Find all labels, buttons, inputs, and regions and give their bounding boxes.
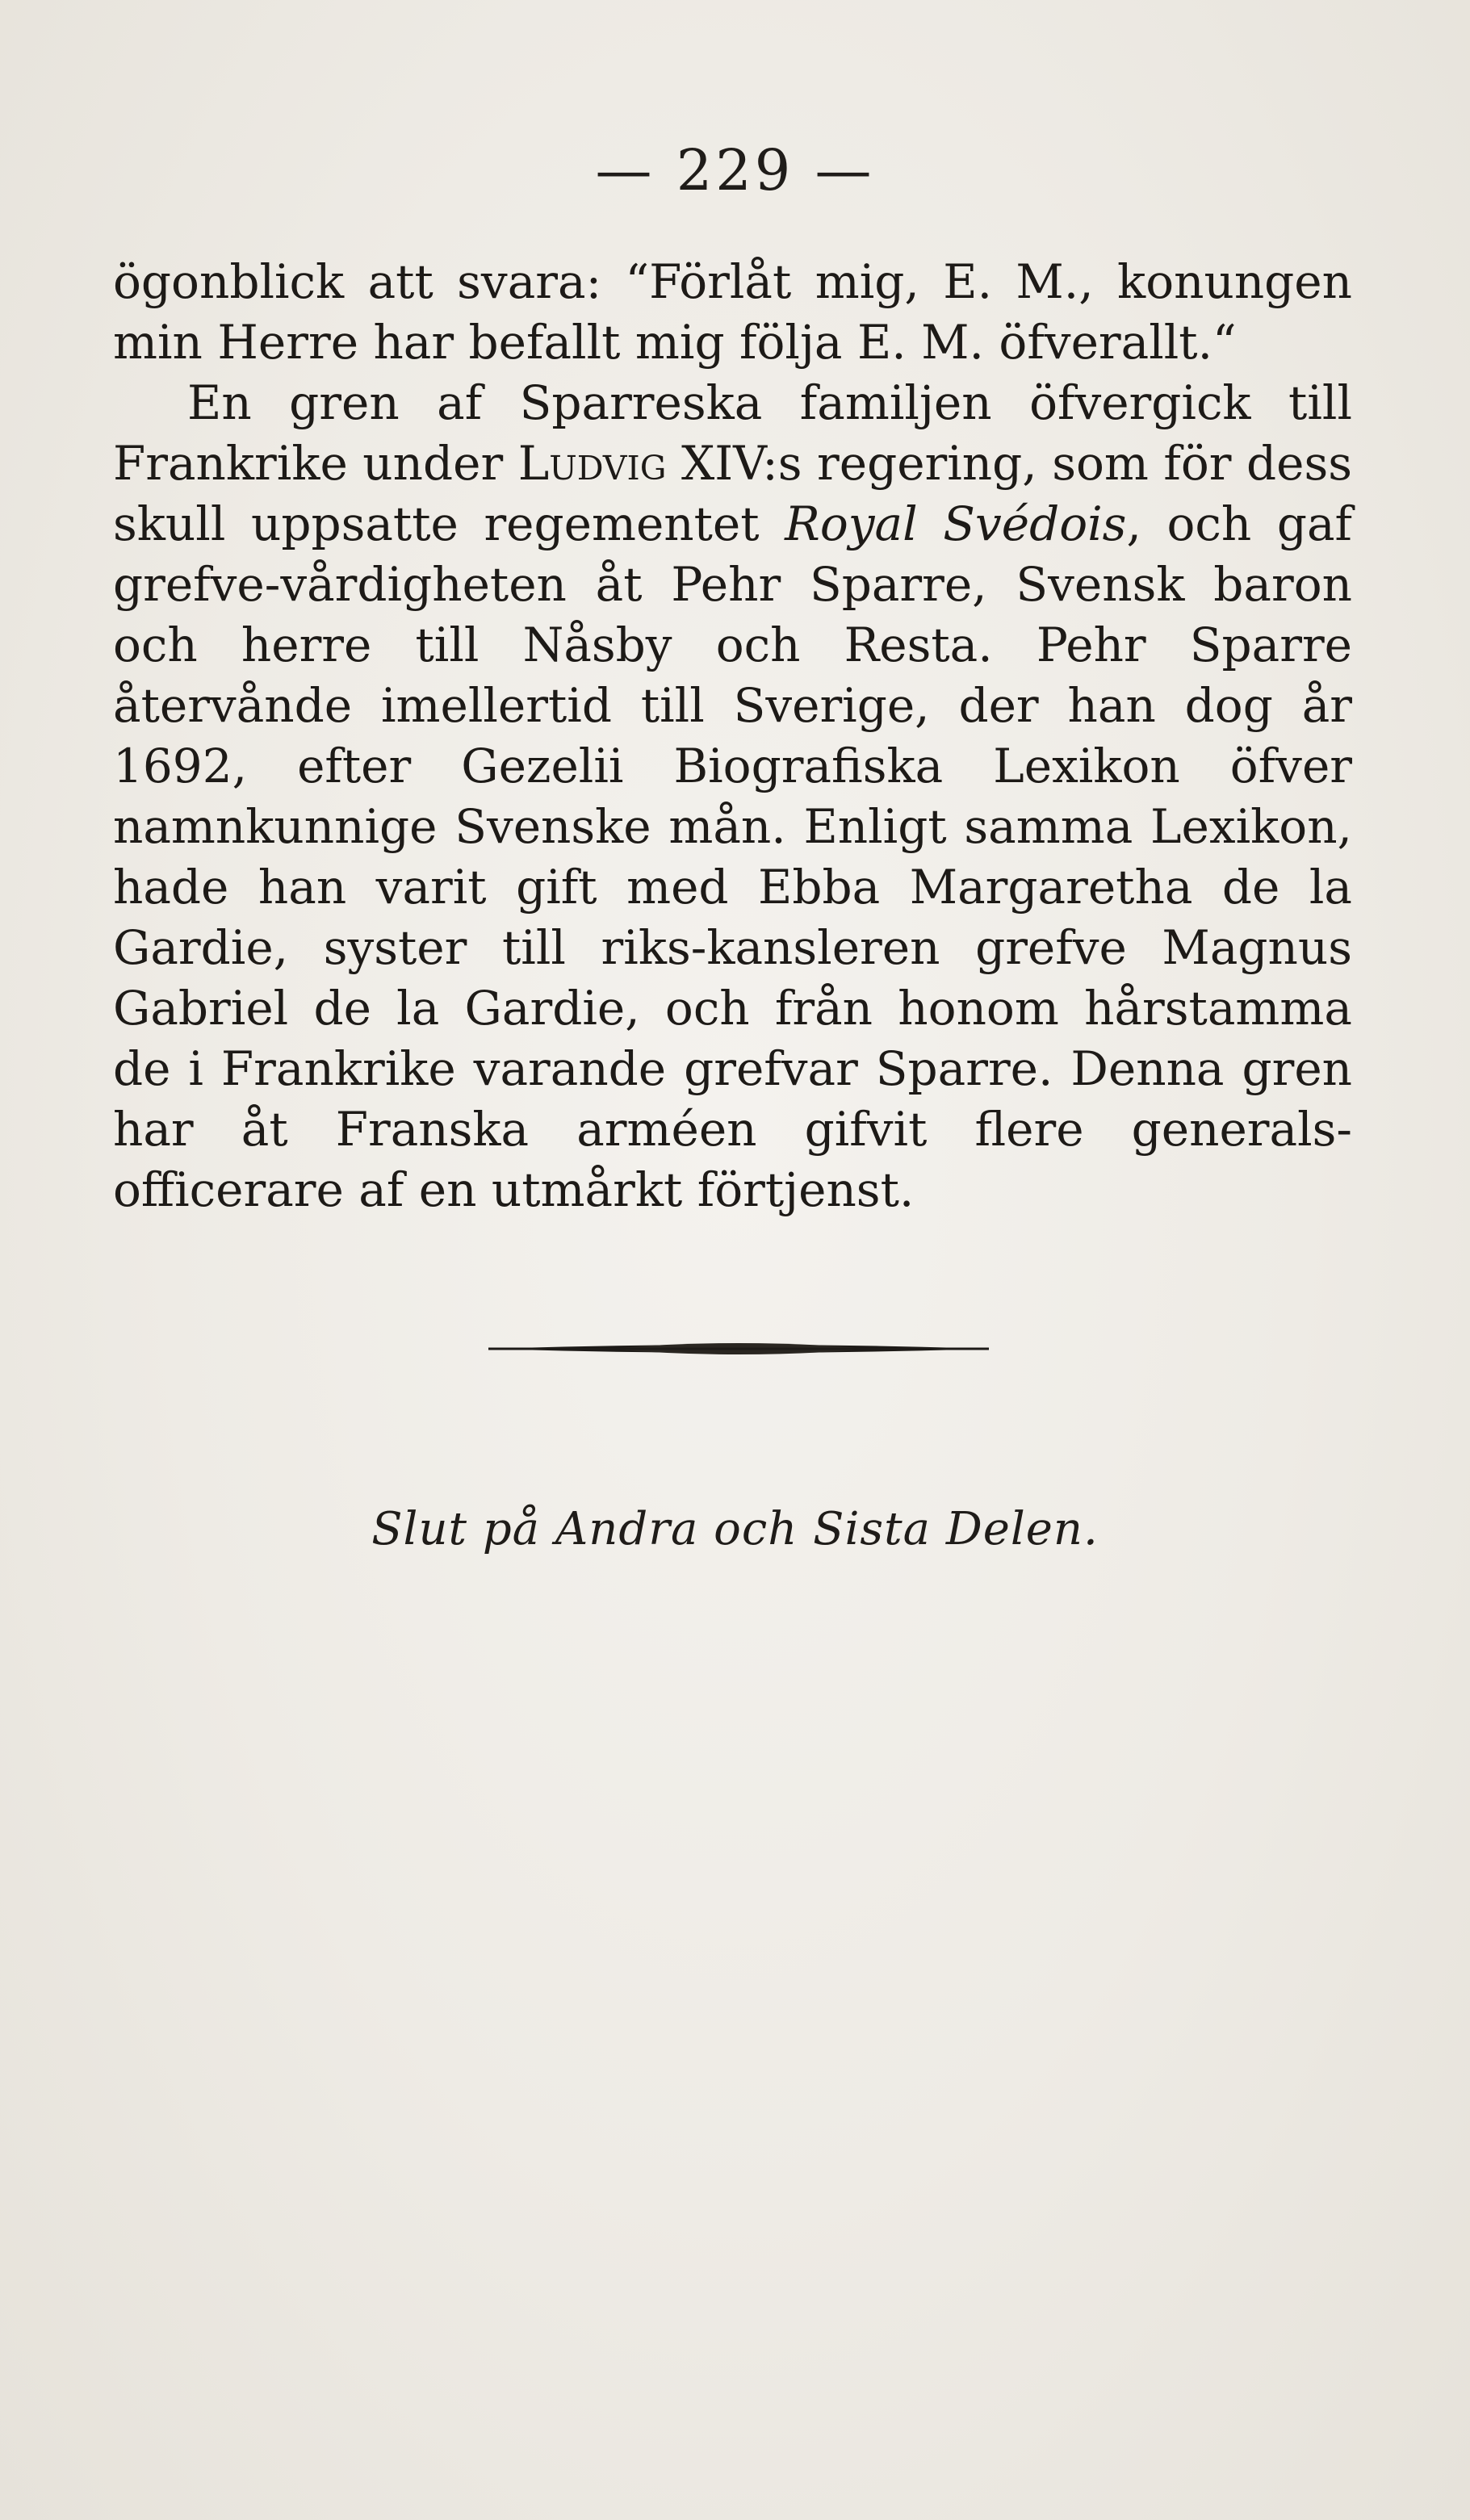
regiment-name: Royal Svédois (785, 496, 1127, 551)
closing-line: Slut på Andra och Sista Delen. (371, 1503, 1099, 1555)
body-text (113, 252, 1352, 1220)
ludvig-name: Ludvig (517, 436, 667, 491)
paragraph-2-part-b: XIV:s regering, som för dess skull uppsatte regementet (113, 436, 1352, 551)
paragraph-2-part-a: En gren af Sparreska familjen öfvergick till Frankrike under (113, 375, 1352, 491)
page-number: — 229 — (595, 137, 875, 203)
paragraph-1: ögonblick att svara: “Förlåt mig, E. M., konungen min Herre har befallt mig följa E. M. öfverallt.“ (113, 254, 1352, 370)
paragraph-2 (113, 373, 1352, 1220)
ornamental-rule (484, 1333, 993, 1365)
paragraph-2-part-c: , och gaf grefve-vårdigheten åt Pehr Sparre, Svensk baron och herre till Nåsby och Resta. Pehr Sparre återvånde imellertid till Sverige, der han dog år 1692, efter Gezelii Biografiska Lexikon öfver namnkunnige Svenske mån. Enligt samma Lexikon, hade han varit gift med Ebba Margaretha de la Gardie, syster till riks-kansleren grefve Magnus Gabriel de la Gardie, och från honom hårstamma de i Frankrike varande grefvar Sparre. Denna gren har åt Franska arméen gifvit flere generals-officerare af en utmårkt förtjenst. (113, 496, 1352, 1217)
